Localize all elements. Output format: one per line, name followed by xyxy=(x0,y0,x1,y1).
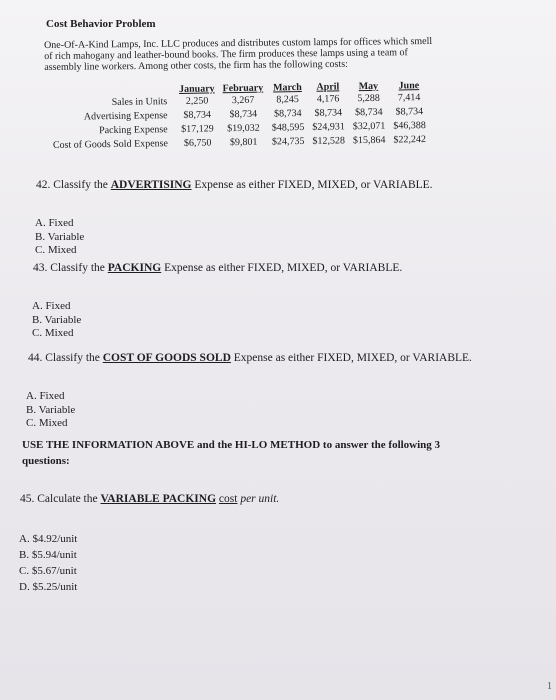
question-keyword: PACKING xyxy=(107,262,162,274)
table-cell: $19,032 xyxy=(227,122,260,135)
question-44: 44. Classify the COST OF GOODS SOLD Expense as either FIXED, MIXED, or VARIABLE. xyxy=(28,352,472,364)
answer-option[interactable]: A. Fixed xyxy=(32,300,71,312)
table-cell: $15,864 xyxy=(352,134,386,147)
table-cell: 3,267 xyxy=(231,94,255,107)
table-cell: $8,734 xyxy=(314,107,343,119)
table-cell: $8,734 xyxy=(183,109,212,121)
page-number: 1 xyxy=(547,681,552,692)
table-cell: 7,414 xyxy=(397,92,421,104)
question-keyword: COST OF GOODS SOLD xyxy=(102,352,231,364)
table-cell: 5,288 xyxy=(357,92,380,105)
table-cell: $48,595 xyxy=(271,121,305,134)
answer-option[interactable]: C. Mixed xyxy=(32,327,74,339)
question-keyword: VARIABLE PACKING xyxy=(100,493,217,505)
answer-option[interactable]: C. $5.67/unit xyxy=(19,565,77,577)
table-cell: $8,734 xyxy=(395,106,424,118)
table-cell: $46,388 xyxy=(393,120,426,132)
month-header: March xyxy=(272,82,302,94)
question-42: 42. Classify the ADVERTISING Expense as either FIXED, MIXED, or VARIABLE. xyxy=(36,179,433,191)
table-cell: $8,734 xyxy=(273,108,302,120)
answer-option[interactable]: B. Variable xyxy=(26,403,76,416)
table-cell: $24,931 xyxy=(312,121,345,133)
question-43-options xyxy=(32,300,81,341)
month-header: April xyxy=(316,81,340,93)
intro-paragraph xyxy=(44,36,432,73)
answer-option[interactable]: A. $4.92/unit xyxy=(19,533,78,545)
hi-lo-instruction: USE THE INFORMATION ABOVE and the HI-LO METHOD to answer the following 3 questions: xyxy=(22,439,441,467)
answer-option[interactable]: A. Fixed xyxy=(35,217,74,229)
month-header: February xyxy=(222,82,264,95)
intro-line: of rich mahogany and leather-bound books. The firm produces these lamps using a team of xyxy=(44,47,408,62)
question-45: 45. Calculate the VARIABLE PACKING cost per unit. xyxy=(20,493,280,505)
month-header: May xyxy=(358,80,379,93)
row-label: Sales in Units xyxy=(111,96,168,109)
question-43: 43. Classify the PACKING Expense as either FIXED, MIXED, or VARIABLE. xyxy=(33,262,403,274)
answer-option[interactable]: D. $5.25/unit xyxy=(19,581,78,593)
question-42-options xyxy=(35,217,84,258)
table-cell: $32,071 xyxy=(352,120,386,133)
table-cell: 8,245 xyxy=(276,94,299,106)
table-cell: $9,801 xyxy=(229,136,258,149)
table-cell: 4,176 xyxy=(316,93,340,105)
question-44-options xyxy=(26,390,75,431)
row-label: Advertising Expense xyxy=(83,110,168,123)
month-header: January xyxy=(178,83,215,95)
question-keyword: ADVERTISING xyxy=(110,179,192,191)
table-cell: $17,129 xyxy=(181,123,214,135)
cost-table xyxy=(48,80,430,153)
table-cell: $8,734 xyxy=(229,108,258,121)
intro-line: One-Of-A-Kind Lamps, Inc. LLC produces and distributes custom lamps for offices which smell xyxy=(44,35,433,51)
answer-option[interactable]: A. Fixed xyxy=(26,390,65,402)
intro-line: assembly line workers. Among other costs, the firm has the following costs: xyxy=(44,58,348,73)
table-cell: $22,242 xyxy=(393,134,427,146)
table-cell: 2,250 xyxy=(185,95,209,107)
answer-option[interactable]: C. Mixed xyxy=(35,244,77,256)
table-cell: $12,528 xyxy=(312,135,346,147)
table-cell: $6,750 xyxy=(183,137,212,149)
answer-option[interactable]: B. Variable xyxy=(35,230,85,243)
table-cell: $8,734 xyxy=(354,106,383,119)
month-header: June xyxy=(398,80,420,92)
row-label: Cost of Goods Sold Expense xyxy=(52,138,169,151)
question-45-options xyxy=(19,531,77,595)
row-label: Packing Expense xyxy=(99,124,168,137)
answer-option[interactable]: B. Variable xyxy=(32,313,82,326)
answer-option[interactable]: C. Mixed xyxy=(26,417,68,429)
answer-option[interactable]: B. $5.94/unit xyxy=(19,549,77,561)
table-cell: $24,735 xyxy=(271,135,305,148)
document-title: Cost Behavior Problem xyxy=(46,18,156,30)
